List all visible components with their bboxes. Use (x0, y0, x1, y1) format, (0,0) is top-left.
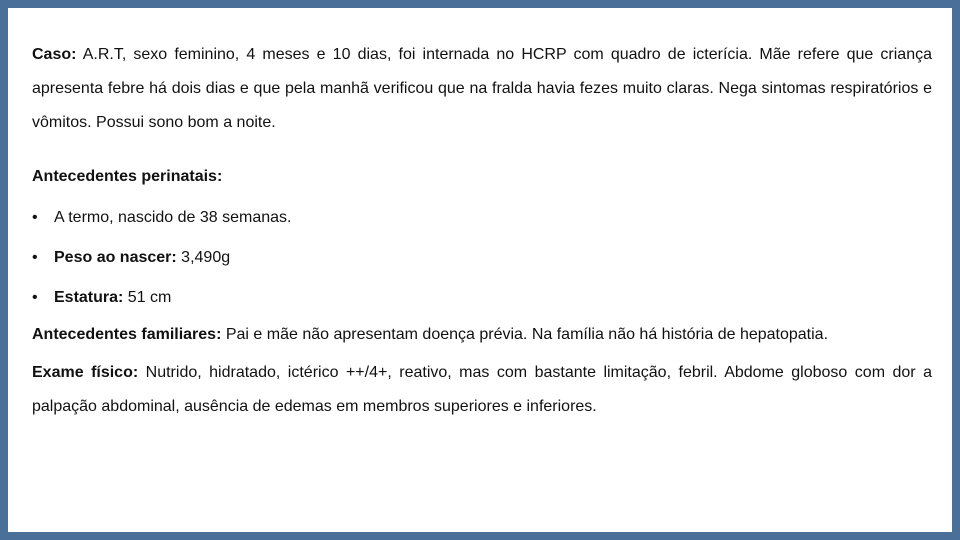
physical-exam-paragraph (32, 356, 932, 424)
slide-content (32, 38, 932, 424)
physical-exam-text: Nutrido, hidratado, ictérico ++/4+, reativo, mas com bastante limitação, febril. Abdome globoso com dor a palpação abdominal, ausência de edemas em membros superiores e inferiores. (32, 364, 932, 415)
family-history-label: Antecedentes familiares: (32, 326, 222, 343)
case-text: A.R.T, sexo feminino, 4 meses e 10 dias, foi internada no HCRP com quadro de icterícia. Mãe refere que criança apresenta febre há dois dias e que pela manhã verificou que na fralda havia fezes muito claras. Nega sintomas respiratórios e vômitos. Possui sono bom a noite. (32, 46, 932, 131)
list-item-text: 51 cm (123, 289, 172, 306)
list-item (32, 238, 932, 278)
case-paragraph (32, 38, 932, 140)
list-item-text: 3,490g (176, 249, 231, 266)
bullet-icon: • (32, 249, 38, 266)
bullet-icon: • (32, 289, 38, 306)
case-label: Caso: (32, 46, 77, 63)
family-history-paragraph (32, 318, 932, 352)
bullet-icon: • (32, 209, 38, 226)
family-history-text: Pai e mãe não apresentam doença prévia. Na família não há história de hepatopatia. (221, 326, 829, 343)
list-item-text: A termo, nascido de 38 semanas. (54, 209, 292, 226)
perinatal-list (32, 198, 932, 318)
list-item (32, 198, 932, 238)
list-item-label: Estatura: (54, 289, 124, 306)
list-item (32, 278, 932, 318)
list-item-label: Peso ao nascer: (54, 249, 177, 266)
slide (8, 8, 952, 532)
physical-exam-label: Exame físico: (32, 364, 139, 381)
perinatal-heading: Antecedentes perinatais: (32, 168, 223, 185)
